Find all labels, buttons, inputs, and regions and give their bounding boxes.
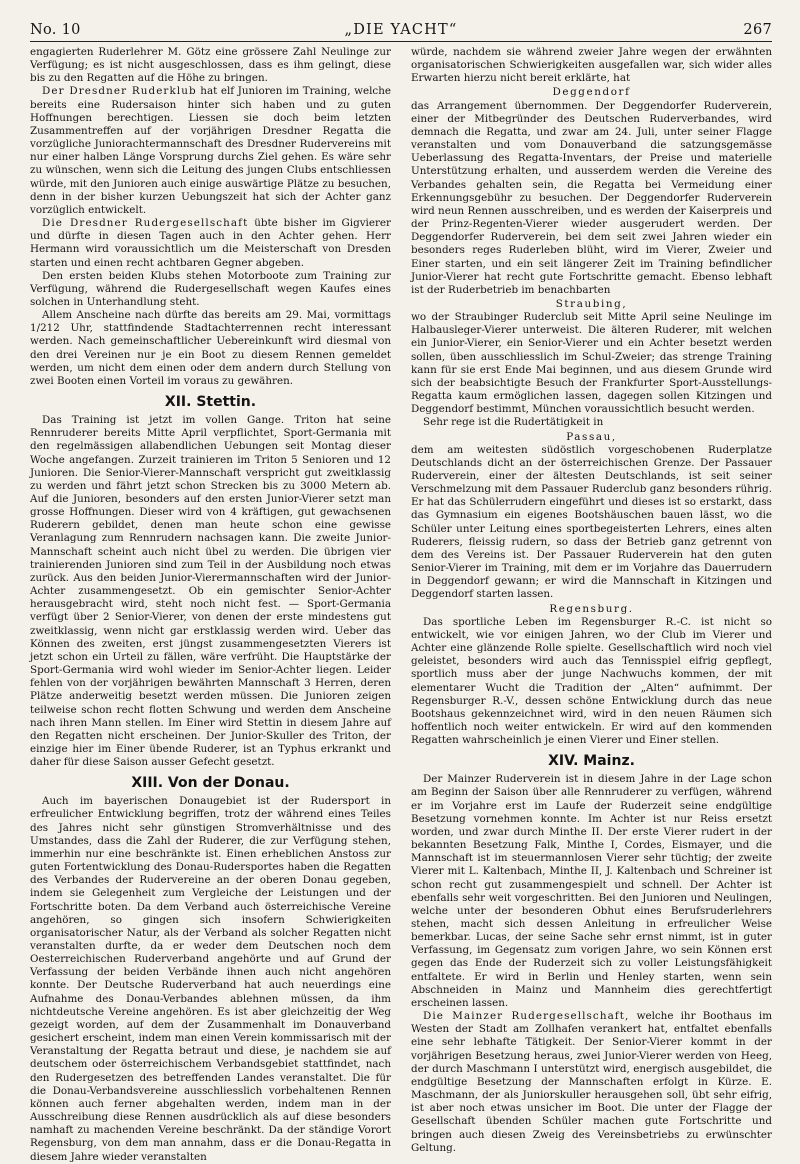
club-name: Der Dresdner Ruderklub — [42, 85, 197, 98]
right-column — [411, 46, 772, 1164]
page-number: 267 — [743, 22, 772, 38]
paragraph: dem am weitesten südöstlich vorgeschobenen Ruderplatze Deutschlands dicht an der österreichischen Grenze. Der Passauer Ruderverein, einer der ältesten Deutschlands, ist seit seiner Verschmelzung mit dem Passauer Ruderclub ganz besonders rührig. Er hat das Schülerrudern eingeführt und dieses ist so erstarkt, dass das Gymnasium ein eigenes Bootshäuschen bauen lässt, wo die Schüler unter Leitung eines sportbegeisterten Lehrers, eines alten Ruderers, fleissig rudern, so dass der Betrieb ganz getrennt von dem des Vereins ist. Der Passauer Ruderverein hat den guten Senior-Vierer im Training, mit dem er im Vorjahre das Dauerrudern in Deggendorf gewann; er wird die Mannschaft in Kitzingen und Deggendorf starten lassen. — [411, 443, 772, 601]
paragraph: Sehr rege ist die Rudertätigkeit in — [423, 416, 604, 429]
paragraph — [30, 217, 391, 270]
page-header — [30, 10, 772, 42]
place-heading: Straubing, — [555, 297, 628, 310]
paragraph: das Arrangement übernommen. Der Deggendorfer Ruderverein, einer der Mitbegründer des Deutschen Ruderverbandes, wird demnach die Regatta, und zwar am 24. Juli, unter seiner Flagge veranstalten und vom Donauverband die satzungsgemässe Ueberlassung des Regatta-Inventars, der Preise und materielle Unterstützung erhalten, und ausserdem werden die Vereine des Verbandes gehalten sein, die Regatta bei Vermeidung einer Erkennungsgebühr zu besuchen. Der Deggendorfer Ruderverein wird neun Rennen ausschreiben, und es werden der Kaiserpreis und der Prinz-Regenten-Vierer wieder ausgerudert werden. Der Deggendorfer Ruderverein, bei dem seit zwei Jahren wieder ein besonders reges Ruderleben blüht, wird im Vierer, Zweier und Einer starten, und ein seit längerer Zeit im Training befindlicher Junior-Vierer hat recht gute Fortschritte gemacht. Ebenso lebhaft ist der Ruderbetrieb im benachbarten — [411, 99, 772, 296]
paragraph: engagierten Ruderlehrer M. Götz eine grössere Zahl Neulinge zur Verfügung; es ist nicht ausgeschlossen, dass es ihm gelingt, diese bis zu den Regatten auf die Höhe zu bringen. — [30, 46, 391, 85]
paragraph: Den ersten beiden Klubs stehen Motorboote zum Training zur Verfügung, während die Rudergesellschaft wegen Kaufes eines solchen in Unterhandlung steht. — [30, 269, 391, 308]
paragraph: wo der Straubinger Ruderclub seit Mitte April seine Neulinge im Halbausleger-Vierer unterweist. Die älteren Ruderer, mit welchen ein Junior-Vierer, ein Senior-Vierer und ein Achter besetzt werden sollen, üben ausschliesslich im Schul-Zweier; das strenge Training kann für sie erst Ende Mai beginnen, und aus diesem Grunde wird sich der beabsichtigte Besuch der Frankfurter Sport-Ausstellungs-Regatta kaum ermöglichen lassen, dagegen sollen Kitzingen und Deggendorf bestimmt, München voraussichtlich besucht werden. — [411, 311, 772, 416]
club-name: Die Dresdner Rudergesellschaft — [42, 217, 249, 230]
place-heading: Deggendorf — [552, 86, 631, 99]
paragraph: Das sportliche Leben im Regensburger R.-C. ist nicht so entwickelt, wie vor einigen Jahren, wo der Club im Vierer und Achter eine glänzende Rolle spielte. Gesellschaftlich wird noch viel geleistet, besonders wird auch das Tennisspiel eifrig gepflegt, sportlich muss aber der junge Nachwuchs kommen, der mit elementarer Wucht die Tradition der „Alten“ aufnimmt. Der Regensburger R.-V., dessen schöne Entwicklung durch das neue Bootshaus gekennzeichnet wird, wird in den neuen Räumen sich hoffentlich noch weiter entwickeln. Er wird auf den kommenden Regatten wahrscheinlich je einen Vierer und Einer stellen. — [411, 615, 772, 747]
place-heading: Regensburg. — [549, 602, 634, 615]
club-name: Die Mainzer Rudergesellschaft, — [423, 1010, 630, 1023]
paragraph: Das Training ist jetzt im vollen Gange. Triton hat seine Rennruderer bereits Mitte April verpflichtet, Sport-Germania mit den regelmässigen allabendlichen Uebungen seit Montag dieser Woche angefangen. Zurzeit trainieren im Triton 5 Senioren und 12 Junioren. Die Senior-Vierer-Mannschaft verspricht gut zweitklassig zu werden und fährt jetzt schon Strecken bis zu 3000 Metern ab. Auf die Junioren, besonders auf den ersten Junior-Vierer setzt man grosse Hoffnungen. Dieser wird von 4 kräftigen, gut gewachsenen Ruderern gebildet, denen man heute schon eine gewisse Veranlagung zum Rennrudern nachsagen kann. Die zweite Junior-Mannschaft scheint auch nicht übel zu werden. Die übrigen vier trainierenden Junioren sind zum Teil in der Ausbildung noch etwas zurück. Aus den beiden Junior-Vierermannschaften wird der Junior-Achter zusammengesetzt. Ob ein gemischter Senior-Achter herausgebracht wird, steht noch nicht fest. — Sport-Germania verfügt über 2 Senior-Vierer, von denen der erste mindestens gut zweitklassig, wenn nicht gar erstklassig werden wird. Ueber das Können des zweiten, erst jüngst zusammengesetzten Vierers ist jetzt schon ein Urteil zu fällen, wäre verfrüht. Die Hauptstärke der Sport-Germania wird wohl wieder im Senior-Achter liegen. Leider fehlen von der vorjährigen bewährten Mannschaft 3 Herren, deren Plätze anderweitig besetzt werden müssen. Die Junioren zeigen teilweise schon recht flotten Schwung und werden dem Anscheine nach ihren Mann stellen. Im Einer wird Stettin in diesem Jahre auf den Regatten nicht erscheinen. Der Junior-Skuller des Triton, der einzige hier im Einer übende Ruderer, ist an Typhus erkrankt und daher für diese Saison ausser Gefecht gesetzt. — [30, 414, 391, 769]
section-heading-donau: XIII. Von der Donau. — [131, 775, 290, 792]
paragraph — [30, 85, 391, 217]
paragraph-text: hat elf Junioren im Training, welche bereits eine Rudersaison hinter sich haben und zu guten Hoffnungen berechtigen. Liessen sie doch beim letzten Zusammentreffen auf der vorjährigen Dresdner Regatta die vorzügliche Juniorachtermannschaft des Dresdner Rudervereins mit nur einer halben Länge Vorsprung durchs Ziel gehen. Es wäre sehr zu wünschen, wenn sich die Leitung des jungen Clubs entschliessen würde, mit den Junioren auch einige auswärtige Plätze zu besuchen, denn in der bisher kurzen Uebungszeit hat sich der Achter ganz vorzüglich entwickelt. — [30, 85, 391, 216]
paragraph-text: welche ihr Boothaus im Westen der Stadt am Zollhafen verankert hat, entfaltet ebenfalls eine sehr lebhafte Tätigkeit. Der Senior-Vierer kommt in der vorjährigen Besetzung heraus, zwei Junior-Vierer werden von Heeg, der durch Maschmann I unterstützt wird, energisch ausgebildet, die endgültige Besetzung der Mannschaften erfolgt in Kürze. E. Maschmann, der als Juniorskuller herausgehen soll, übt sehr eifrig, ist aber noch etwas unsicher im Boot. Die unter der Flagge der Gesellschaft übenden Schüler machen gute Fortschritte und bringen auch diesen Zweig des Vereinsbetriebs zu erwünschter Geltung. — [411, 1010, 773, 1154]
paragraph: Auch im bayerischen Donaugebiet ist der Rudersport in erfreulicher Entwicklung begriffen, trotz der während eines Teiles des Jahres nicht sehr günstigen Stromverhältnisse und des Umstandes, dass die Zahl der Ruderer, die zur Verfügung stehen, immerhin nur eine beschränkte ist. Einen erheblichen Anstoss zur guten Fortentwicklung des Donau-Rudersportes haben die Regatten des Verbandes der Rudervereine an der oberen Donau gegeben, indem sie Gelegenheit zum Vergleiche der Leistungen und der Fortschritte boten. Da dem Verband auch österreichische Vereine angehören, so gingen sich insofern Schwierigkeiten organisatorischer Natur, als der Verband als solcher Regatten nicht veranstalten durfte, da er weder dem Deutschen noch dem Oesterreichischen Ruderverband angehörte und auf Grund der Verfassung der beiden Verbände ihnen auch nicht angehören konnte. Der Deutsche Ruderverband hat auch neuerdings eine Aufnahme des Donau-Verbandes ablehnen müssen, da ihm nichtdeutsche Vereine angehören. Es ist aber gleichzeitig der Weg gezeigt worden, auf dem der Zusammenhalt im Donauverband gesichert erscheint, indem man einen Verein kommissarisch mit der Veranstaltung der Regatta betraut und diese, je nachdem sie auf deutschem oder österreichischem Verbandsgebiet stattfindet, nach den Rudergesetzen des betreffenden Landes veranstaltet. Die für die Donau-Verbandsvereine ausschliesslich vorbehaltenen Rennen können auch ferner abgehalten werden, indem man in der Ausschreibung diese Rennen ausdrücklich als auf diese besonders namhaft zu machenden Vereine beschränkt. Da der ständige Vorort Regensburg, von dem man annahm, dass er die Donau-Regatta in diesem Jahre wieder veranstalten — [30, 795, 391, 1163]
left-column — [30, 46, 391, 1164]
journal-title: „DIE YACHT“ — [344, 22, 458, 38]
section-heading-stettin: XII. Stettin. — [164, 394, 257, 411]
section-heading-mainz: XIV. Mainz. — [548, 753, 635, 770]
paragraph: würde, nachdem sie während zweier Jahre wegen der erwähnten organisatorischen Schwierigkeiten ausgefallen war, sich wider alles Erwarten hierzu nicht bereit erklärte, hat — [411, 46, 772, 85]
place-heading: Passau, — [566, 430, 617, 443]
paragraph-text: übte bisher im Gigvierer und dürfte in diesen Tagen auch in den Achter gehen. Herr Hermann wird voraussichtlich um die Meisterschaft von Dresden starten und einen recht achtbaren Gegner abgeben. — [30, 217, 391, 269]
text-columns — [30, 46, 772, 1164]
paragraph: Allem Anscheine nach dürfte das bereits am 29. Mai, vormittags 1/212 Uhr, stattfindende Stadtachterrennen recht interessant werden. Nach gemeinschaftlicher Uebereinkunft wird diesmal von den drei Vereinen nur je ein Boot zu diesem Rennen gemeldet werden, um nicht dem einen oder dem andern durch Stellung von zwei Booten einen Vorteil im voraus zu gewähren. — [30, 309, 391, 387]
paragraph: Der Mainzer Ruderverein ist in diesem Jahre in der Lage schon am Beginn der Saison über alle Rennruderer zu verfügen, während er im Vorjahre erst im Laufe der Ruderzeit seine endgültige Besetzung vornehmen konnte. Im Achter ist nur Reiss ersetzt worden, und zwar durch Minthe II. Der erste Vierer rudert in der bekannten Besetzung Falk, Minthe I, Cordes, Eismayer, und die Mannschaft ist im steuermannlosen Vierer sehr tüchtig; der zweite Vierer mit L. Kaltenbach, Minthe II, J. Kaltenbach und Schreiner ist schon recht gut zusammengespielt und schnell. Der Achter ist ebenfalls sehr weit vorgeschritten. Bei den Junioren und Neulingen, welche unter der besonderen Obhut eines Berufsruderlehrers stehen, macht sich dessen Anleitung in erfreulicher Weise bemerkbar. Lucas, der seine Sache sehr ernst nimmt, ist in guter Verfassung, im Gegensatz zum vorigen Jahre, wo sein Können erst gegen das Ende der Ruderzeit sich zu voller Leistungsfähigkeit entfaltete. Er wird in Berlin und Henley starten, wenn sein Abschneiden in Mainz und Mannheim dies gerechtfertigt erscheinen lassen. — [411, 773, 772, 1009]
paragraph — [411, 1010, 772, 1155]
issue-number: No. 10 — [30, 22, 81, 38]
